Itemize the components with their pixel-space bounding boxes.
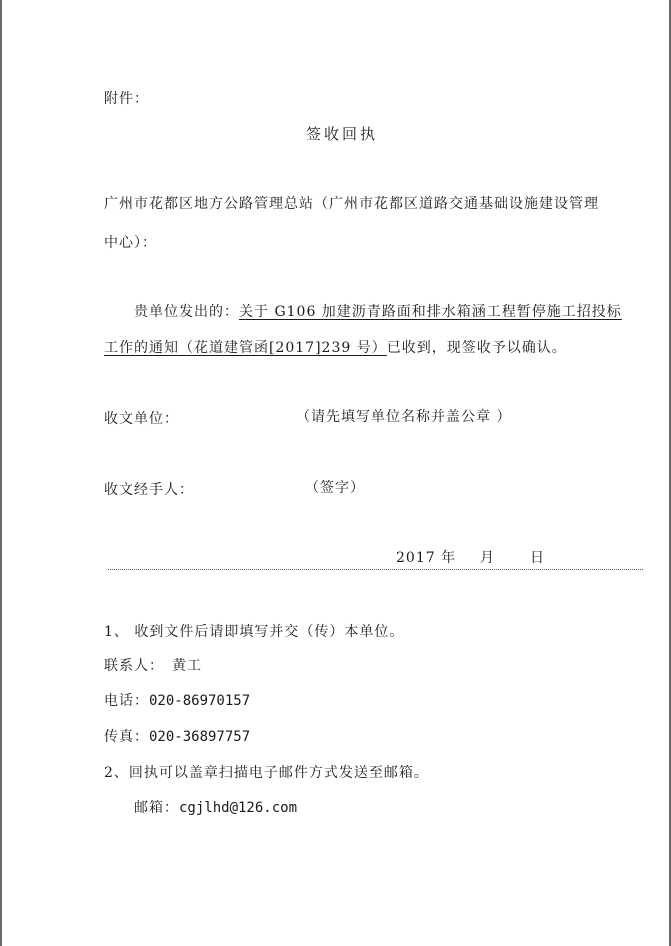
handler-hint: （签字） xyxy=(305,480,365,496)
page-title: 签收回执 xyxy=(306,125,379,143)
handler-label: 收文经手人： xyxy=(104,482,194,498)
notice-body-line-1 xyxy=(134,301,622,321)
date-year: 2017 年 xyxy=(396,550,457,566)
recipient-line-1: 广州市花都区地方公路管理总站（广州市花都区道路交通基础设施建设管理 xyxy=(104,196,599,212)
notice-body-suffix: 已收到，现签收予以确认。 xyxy=(386,340,567,356)
date-day: 日 xyxy=(530,550,545,566)
fax-value: 020-36897757 xyxy=(149,729,251,745)
notice-doc-title-2: 工作的通知（花道建管函[2017]239 号） xyxy=(104,340,387,356)
contact-label: 联系人： xyxy=(104,658,164,674)
date-month: 月 xyxy=(480,550,495,566)
email-value: cgjlhd@126.com xyxy=(179,800,298,816)
contact-row xyxy=(104,655,202,675)
notice-body-prefix: 贵单位发出的： xyxy=(134,304,239,320)
receiving-unit-hint: （请先填写单位名称并盖公章 ） xyxy=(296,409,512,425)
attachment-label: 附件： xyxy=(104,91,149,107)
fax-label: 传真： xyxy=(104,729,149,745)
phone-label: 电话： xyxy=(104,693,149,709)
phone-row xyxy=(104,690,250,710)
email-row xyxy=(134,797,297,817)
phone-value: 020-86970157 xyxy=(149,693,251,709)
notice-body-line-2 xyxy=(104,337,567,357)
notice-doc-title-1: 关于 G106 加建沥青路面和排水箱涵工程暂停施工招投标 xyxy=(239,304,622,320)
recipient-line-2: 中心）： xyxy=(104,235,157,251)
separator-dotted-line xyxy=(108,569,643,570)
note-1: 1、 收到文件后请即填写并交（传）本单位。 xyxy=(104,624,405,640)
receiving-unit-label: 收文单位： xyxy=(104,411,179,427)
scan-border-left xyxy=(0,0,2,946)
note-2: 2、回执可以盖章扫描电子邮件方式发送至邮箱。 xyxy=(104,765,429,781)
contact-value: 黄工 xyxy=(172,658,202,674)
email-label: 邮箱： xyxy=(134,800,179,816)
fax-row xyxy=(104,726,250,746)
